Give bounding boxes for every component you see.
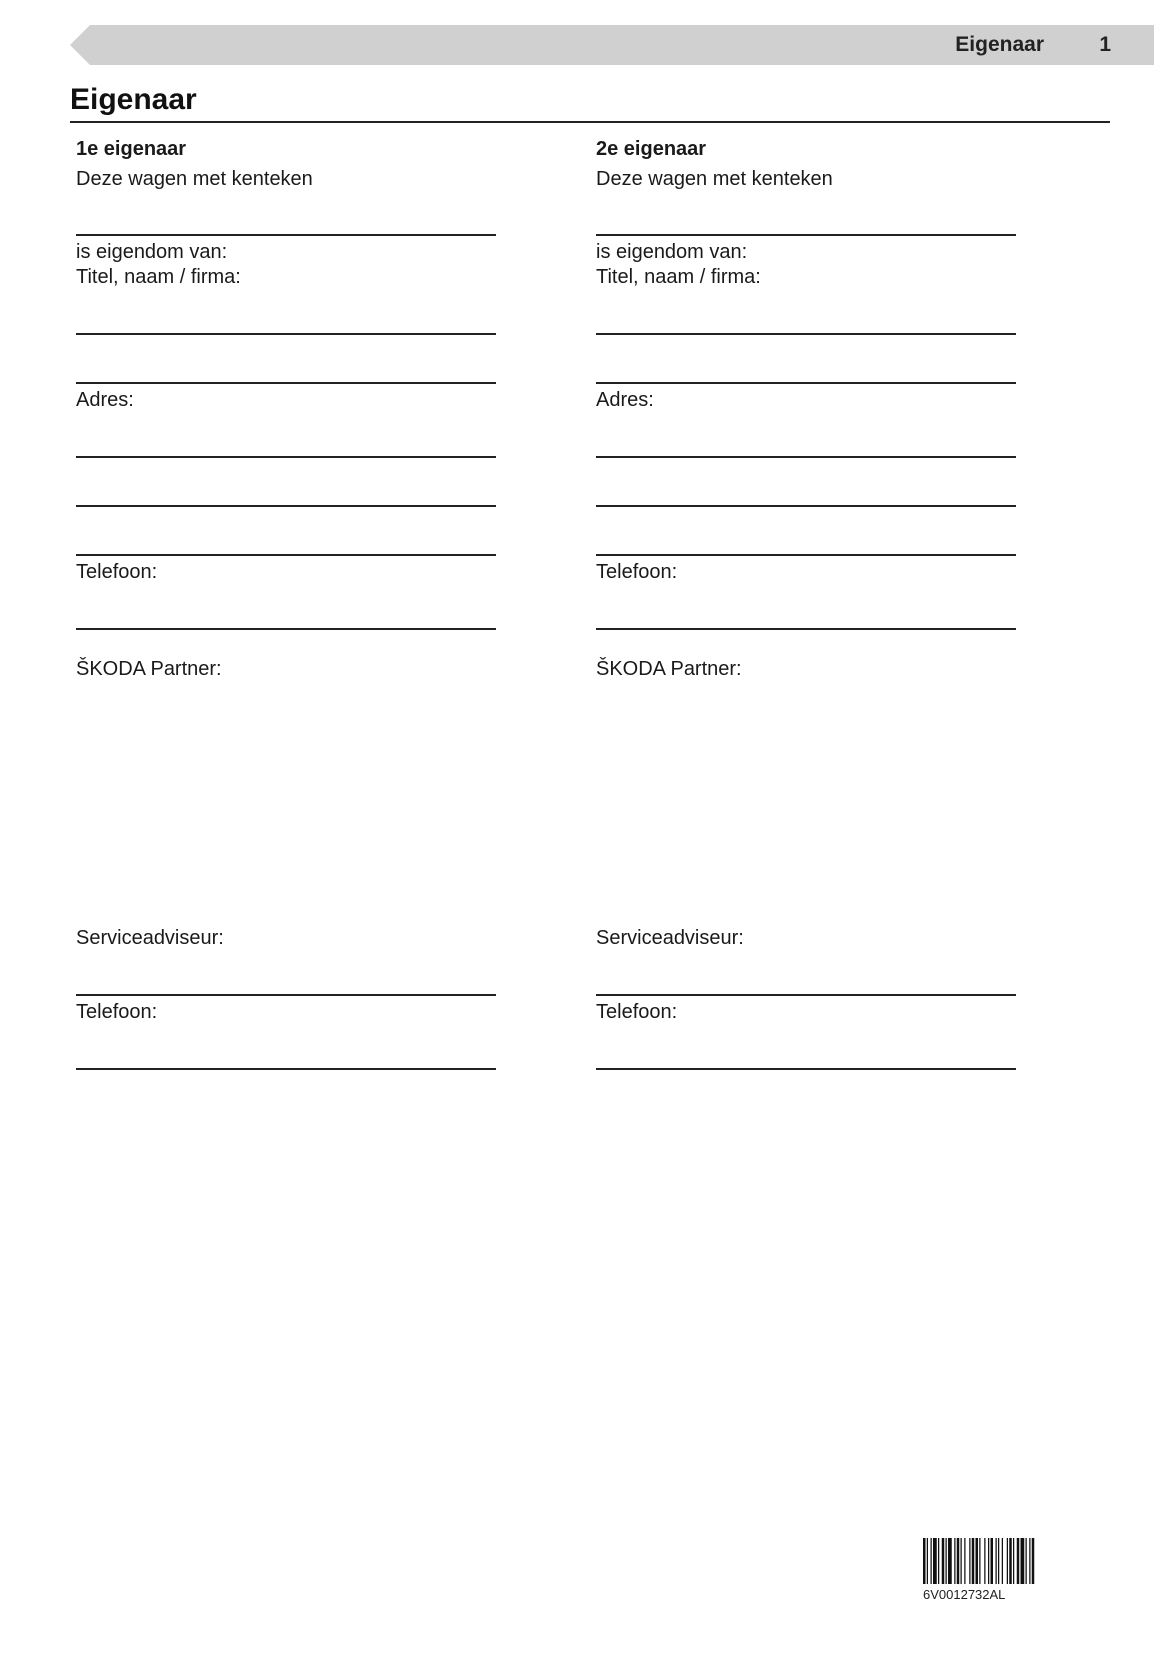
address-line-3[interactable] (596, 554, 1016, 556)
name-line-2[interactable] (596, 382, 1016, 384)
barcode-bar (976, 1538, 979, 1584)
address-label: Adres: (76, 389, 134, 411)
advisor-phone-label: Telefoon: (76, 1001, 158, 1023)
phone-line[interactable] (76, 628, 496, 630)
name-label: Titel, naam / firma: (76, 266, 241, 288)
barcode-bar (923, 1538, 926, 1584)
barcode-bar (1032, 1538, 1035, 1584)
barcode-bar (1026, 1538, 1027, 1584)
owner-heading: 2e eigenaar (596, 138, 707, 160)
barcode-bar (1029, 1538, 1030, 1584)
barcode-bar (946, 1538, 947, 1584)
title-divider (70, 121, 1110, 123)
barcode-bar (948, 1538, 952, 1584)
barcode-bar (984, 1538, 985, 1584)
barcode-bar (972, 1538, 975, 1584)
name-label: Titel, naam / firma: (596, 266, 761, 288)
address-line-1[interactable] (596, 456, 1016, 458)
barcode-bar (927, 1538, 928, 1584)
barcode-bar (1002, 1538, 1003, 1584)
header-page-number: 1 (1099, 33, 1111, 56)
address-line-1[interactable] (76, 456, 496, 458)
license-plate-line[interactable] (76, 234, 496, 236)
phone-line[interactable] (596, 628, 1016, 630)
barcode-bar (964, 1538, 965, 1584)
advisor-phone-label: Telefoon: (596, 1001, 678, 1023)
barcode-bar (969, 1538, 970, 1584)
barcode-bar (979, 1538, 980, 1584)
phone-label: Telefoon: (596, 561, 678, 583)
address-line-2[interactable] (596, 505, 1016, 507)
barcode-bar (1021, 1538, 1025, 1584)
barcode-bar (998, 1538, 999, 1584)
barcode-bar (942, 1538, 945, 1584)
name-line-2[interactable] (76, 382, 496, 384)
advisor-line[interactable] (596, 994, 1016, 996)
barcode-bar (1009, 1538, 1012, 1584)
barcode-bar (954, 1538, 955, 1584)
header-section-title: Eigenaar (955, 33, 1044, 56)
barcode-bar (938, 1538, 939, 1584)
barcode-bar (996, 1538, 997, 1584)
address-line-2[interactable] (76, 505, 496, 507)
partner-label: ŠKODA Partner: (596, 658, 742, 680)
advisor-phone-line[interactable] (596, 1068, 1016, 1070)
vehicle-text: Deze wagen met kenteken (596, 168, 833, 190)
advisor-phone-line[interactable] (76, 1068, 496, 1070)
barcode-bar (988, 1538, 989, 1584)
barcode-bar (957, 1538, 960, 1584)
advisor-label: Serviceadviseur: (596, 927, 744, 949)
barcode (923, 1538, 1083, 1584)
barcode-bar (931, 1538, 932, 1584)
barcode-bar (1007, 1538, 1008, 1584)
phone-label: Telefoon: (76, 561, 158, 583)
barcode-bar (961, 1538, 962, 1584)
address-line-3[interactable] (76, 554, 496, 556)
name-line-1[interactable] (76, 333, 496, 335)
barcode-label: 6V0012732AL (923, 1587, 1006, 1602)
section-header-tab (70, 25, 1154, 65)
barcode-bar (1017, 1538, 1020, 1584)
license-plate-line[interactable] (596, 234, 1016, 236)
owned-by-label: is eigendom van: (76, 241, 228, 263)
name-line-1[interactable] (596, 333, 1016, 335)
barcode-bar (991, 1538, 994, 1584)
advisor-label: Serviceadviseur: (76, 927, 224, 949)
barcode-bar (933, 1538, 937, 1584)
address-label: Adres: (596, 389, 654, 411)
owner-heading: 1e eigenaar (76, 138, 187, 160)
partner-label: ŠKODA Partner: (76, 658, 222, 680)
vehicle-text: Deze wagen met kenteken (76, 168, 313, 190)
page-title: Eigenaar (70, 83, 197, 116)
advisor-line[interactable] (76, 994, 496, 996)
barcode-bar (1013, 1538, 1014, 1584)
owned-by-label: is eigendom van: (596, 241, 748, 263)
